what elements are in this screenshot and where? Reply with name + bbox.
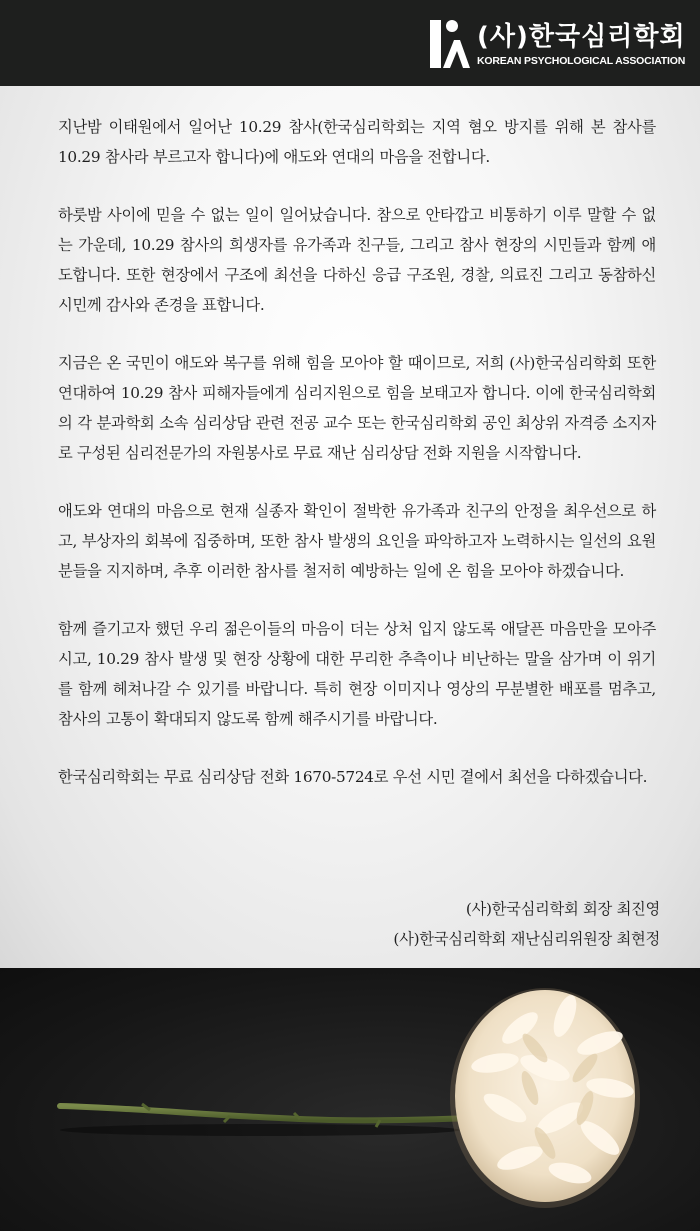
signature-block (393, 894, 660, 954)
letter-body (58, 112, 656, 792)
signature-committee-chair: (사)한국심리학회 재난심리위원장 최현정 (393, 930, 660, 948)
white-chrysanthemum-icon (0, 968, 700, 1231)
paragraph-2: 하룻밤 사이에 믿을 수 없는 일이 일어났습니다. 참으로 안타깝고 비통하기 이루 말할 수 없는 가운데, 10.29 참사의 희생자를 유가족과 친구들, 그리고 참사 현장의 시민들과 함께 애도합니다. 또한 현장에서 구조에 최선을 다하신 응급 구조원, 경찰, 의료진 그리고 동참하신 시민께 감사와 존경을 표합니다. (58, 206, 656, 314)
paragraph-1: 지난밤 이태원에서 일어난 10.29 참사(한국심리학회는 지역 혐오 방지를 위해 본 참사를 10.29 참사라 부르고자 합니다)에 애도와 연대의 마음을 전합니다. (58, 118, 656, 166)
paragraph-3: 지금은 온 국민이 애도와 복구를 위해 힘을 모아야 할 때이므로, 저희 (사)한국심리학회 또한 연대하여 10.29 참사 피해자들에게 심리지원으로 힘을 보태고자 합니다. 이에 한국심리학회의 각 분과학회 소속 심리상담 관련 전공 교수 또는 한국심리학회 공인 최상위 자격증 소지자로 구성된 심리전문가의 자원봉사로 무료 재난 심리상담 전화 지원을 시작합니다. (58, 354, 656, 462)
signature-president: (사)한국심리학회 회장 최진영 (465, 900, 660, 918)
paragraph-6: 한국심리학회는 무료 심리상담 전화 1670-5724로 우선 시민 곁에서 최선을 다하겠습니다. (58, 768, 648, 786)
org-name: (사)한국심리학회 (477, 22, 686, 52)
letter-panel (0, 86, 700, 968)
paragraph-4: 애도와 연대의 마음으로 현재 실종자 확인이 절박한 유가족과 친구의 안정을 최우선으로 하고, 부상자의 회복에 집중하며, 또한 참사 발생의 요인을 파악하고자 노력하시는 일선의 요원분들을 지지하며, 추후 이러한 참사를 철저히 예방하는 일에 온 힘을 모아야 하겠습니다. (58, 502, 656, 580)
kpa-logo-icon (430, 18, 470, 70)
org-name-en: KOREAN PSYCHOLOGICAL ASSOCIATION (477, 55, 686, 67)
condolence-image (0, 968, 700, 1231)
header-bar (0, 0, 700, 86)
paragraph-5: 함께 즐기고자 했던 우리 젊은이들의 마음이 더는 상처 입지 않도록 애달픈 마음만을 모아주시고, 10.29 참사 발생 및 현장 상황에 대한 무리한 추측이나 비난하는 말을 삼가며 이 위기를 함께 헤쳐나갈 수 있기를 바랍니다. 특히 현장 이미지나 영상의 무분별한 배포를 멈추고, 참사의 고통이 확대되지 않도록 함께 해주시기를 바랍니다. (58, 620, 656, 728)
kpa-logo (430, 18, 686, 70)
